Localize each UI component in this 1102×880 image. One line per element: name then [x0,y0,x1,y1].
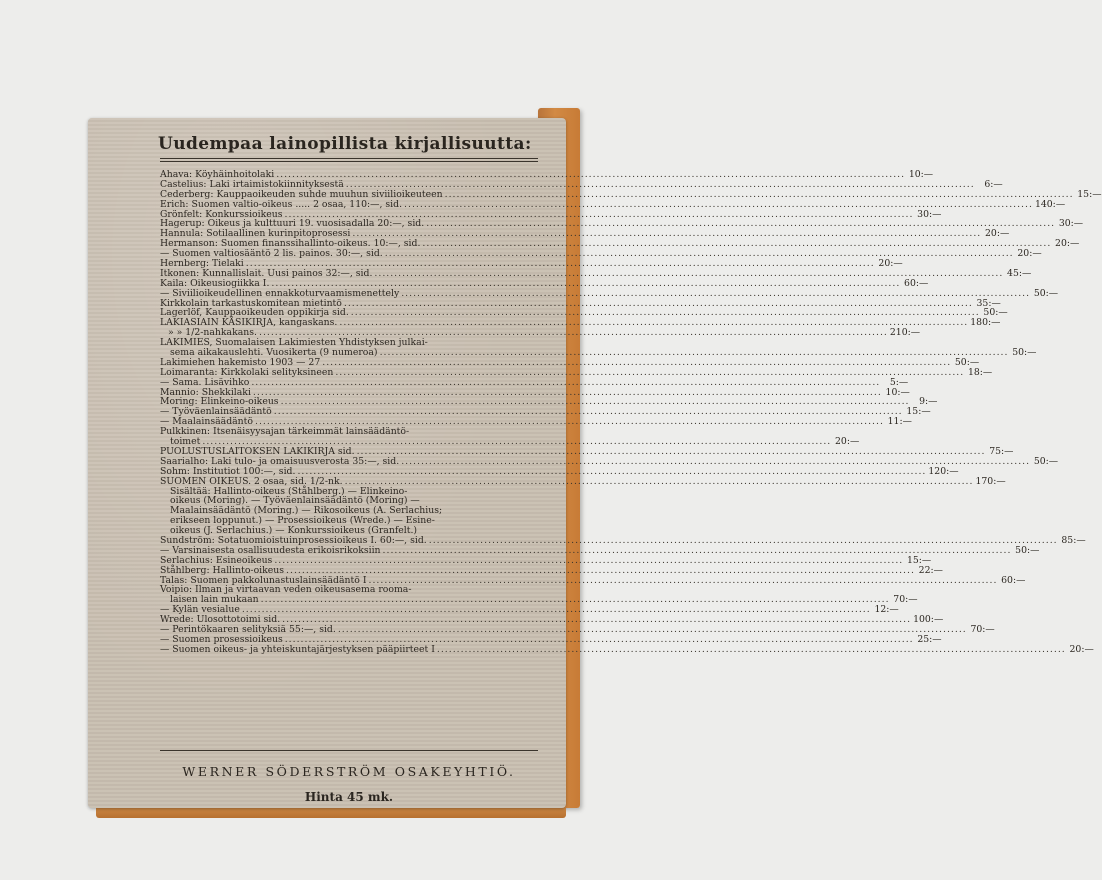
list-item-title: Maalainsäädäntö (Moring.) — Rikosoikeus (A. Serlachius; [170,505,443,517]
list-item-price: 60:— [904,277,929,289]
list-item-price: 15:— [906,554,932,566]
list-item-title: Ahava: Köyhäinhoitolaki [160,169,275,180]
publisher-name: WERNER SÖDERSTRÖM OSAKEYHTIÖ. [182,764,516,779]
list-item-title: Talas: Suomen pakkolunastuslainsäädäntö I [160,574,367,586]
leader-dots [369,576,998,586]
list-item-title: Hagerup: Oikeus ja kulttuuri 19. vuosisadalla 20:—, sid. [160,218,425,230]
list-item-title: Sisältää: Hallinto-oikeus (Ståhlberg.) — Elinkeino- [170,485,408,497]
list-item-price: 18:— [967,366,993,378]
list-item-title: Sohm: Institutiot 100:—, sid. [160,465,296,477]
list-item-title: » » 1/2-nahkakans. [168,327,257,339]
list-item-price: 15:— [906,406,931,418]
list-item-price: 70:— [893,594,918,606]
list-item-title: Serlachius: Esineoikeus [160,554,273,566]
list-item-price [512,487,538,497]
list-item-price: 5:— [889,376,909,388]
list-item-price: 85:— [1061,534,1086,546]
leader-dots [409,487,510,497]
list-item-title: — Sama. Lisävihko [160,376,250,388]
list-item-title: — Varsinaisesta osallisuudesta erikoisrikoksiin [160,544,381,556]
list-item-title: Sundström: Sotatuomioistuinprosessioikeus I. 60:—, sid. [160,534,427,546]
list-item-title: Mannio: Shekkilaki [160,386,251,398]
list-item-price: 20:— [1069,643,1094,655]
list-item-title: oikeus (J. Serlachius.) — Konkurssioikeus (Granfelt.) [170,525,418,537]
list-item-title: Voipio: Ilman ja virtaavan veden oikeusasema rooma- [160,584,412,596]
list-item-title: — Suomen valtiosääntö 2 lis. painos. 30:—, sid. [160,248,383,260]
list-item-title: Ståhlberg: Hallinto-oikeus [160,564,285,576]
list-item-price: 20:— [1055,238,1080,250]
leader-dots [444,506,510,516]
cover-heading: Uudempaa lainopillista kirjallisuutta: [158,134,532,154]
list-item-price: 60:— [1001,574,1026,586]
list-item-price: 11:— [887,416,912,428]
list-item-title: erikseen loppunut.) — Prosessioikeus (Wrede.) — Esine- [170,515,435,527]
list-item-price: 45:— [1007,267,1032,279]
list-item-title: Moring: Elinkeino-oikeus [160,396,279,408]
list-item-price: 50:— [954,356,980,368]
list-item-price: 100:— [913,614,944,626]
list-item-title: LAKIMIES, Suomalaisen Lakimiesten Yhdistyksen julkai- [160,337,428,349]
list-item-title: Hermanson: Suomen finanssihallinto-oikeus. 10:—, sid. [160,238,421,250]
list-item-price: 140:— [1034,198,1066,210]
list-item-title: PUOLUSTUSLAITOKSEN LAKIKIRJA sid. [160,445,355,457]
list-item-title: Grönfelt: Konkurssioikeus [160,208,283,220]
list-item-price: 50:— [1012,347,1037,359]
list-item-title: — Suomen prosessioikeus [160,633,283,645]
list-item-price [512,506,538,516]
list-item-title: SUOMEN OIKEUS. 2 osaa, sid. 1/2-nk. [160,475,343,487]
list-item-title: Saarialho: Laki tulo- ja omaisuusverosta 35:—, sid. [160,455,400,467]
list-item-title: Erich: Suomen valtio-oikeus ..... 2 osaa, 110:—, sid. [160,198,403,210]
list-item-title: Itkonen: Kunnallislait. Uusi painos 32:—, sid. [160,267,373,279]
list-item-price: 170:— [975,475,1006,487]
price-label: Hinta 45 mk. [304,790,394,804]
list-item-title: — Suomen oikeus- ja yhteiskuntajärjestyksen pääpiirteet I [160,643,435,655]
list-item-price: 20:— [985,228,1010,240]
list-item-price: 20:— [1017,248,1042,260]
list-item-price: 10:— [885,386,910,398]
list-item-price: 35:— [976,297,1001,309]
list-item-price: 25:— [917,633,942,645]
list-item-price: 50:— [1033,287,1059,299]
list-item-price: 20:— [835,436,860,448]
list-item-price: 20:— [878,258,903,270]
leader-dots [345,477,974,487]
list-item-title: Lagerlöf, Kauppaoikeuden oppikirja sid. [160,307,349,319]
list-item-title: Hernberg: Tielaki [160,258,244,270]
list-item-price [512,516,538,526]
list-item-price [512,496,538,506]
list-item-title: Lakimiehen hakemisto 1903 — 27 [160,356,321,368]
list-item-price: 22:— [918,564,943,576]
list-item-price: 50:— [1015,544,1040,556]
list-item-price: 12:— [874,604,899,616]
heading-rule [160,158,538,159]
list-item-title: Loimaranta: Kirkkolaki selityksineen [160,366,334,378]
footer-rule [160,750,538,751]
list-item-price: 9:— [919,396,938,408]
list-item-title: — Työväenlainsäädäntö [160,406,272,418]
leader-dots [437,645,1066,655]
list-item-price: 50:— [1033,455,1059,467]
book-back-cover [88,118,1102,808]
list-item [160,643,1094,655]
list-item-price: 120:— [928,465,959,477]
heading-rule-lower [160,161,538,162]
list-item-price: 30:— [917,208,942,220]
list-item-price: 210:— [889,327,921,339]
list-item-title: toimet [170,436,201,448]
list-item-title: Kirkkolain tarkastuskomitean mietintö [160,297,342,309]
list-item-price: 50:— [983,307,1008,319]
list-item-title: LAKIASIAIN KÄSIKIRJA, kangaskans. [160,317,338,329]
list-item-title: oikeus (Moring). — Työväenlainsäädäntö (Moring) — [170,495,420,507]
book-list [160,169,1102,655]
list-item-title: Kaila: Oikeusiogiikka I. [160,277,270,289]
list-item-title: — Perintökaaren selityksiä 55:—, sid. [160,623,336,635]
list-item-price: 70:— [970,623,995,635]
list-item-title: — Kylän vesialue [160,604,240,616]
list-item-price: 10:— [908,169,934,180]
list-item-price: 75:— [989,445,1014,457]
list-item-price: 180:— [970,317,1001,329]
list-item-title: — Siviilioikeudellinen ennakkoturvaamismenettely [160,287,400,299]
list-item-title: laisen lain mukaan [170,594,259,606]
list-item-title: Hannula: Sotilaallinen kurinpitoprosessi [160,228,351,240]
list-item-title: Castelius: Laki irtaimistokiinnityksestä [160,178,344,190]
list-item-price: 6:— [984,178,1003,190]
list-item-title: sema aikakauslehti. Vuosikerta (9 numeroa) [170,347,378,359]
list-item-price: 15:— [1077,188,1102,200]
list-item-title: Cederberg: Kauppaoikeuden suhde muuhun siviilioikeuteen [160,188,443,200]
list-item-title: — Maalainsäädäntö [160,416,254,428]
list-item-title: Pulkkinen: Itsenäisyysajan tärkeimmät lainsäädäntö- [160,426,410,438]
list-item-title: Wrede: Ulosottotoimi sid. [160,614,281,626]
leader-dots [437,516,510,526]
list-item-price: 30:— [1058,218,1084,230]
